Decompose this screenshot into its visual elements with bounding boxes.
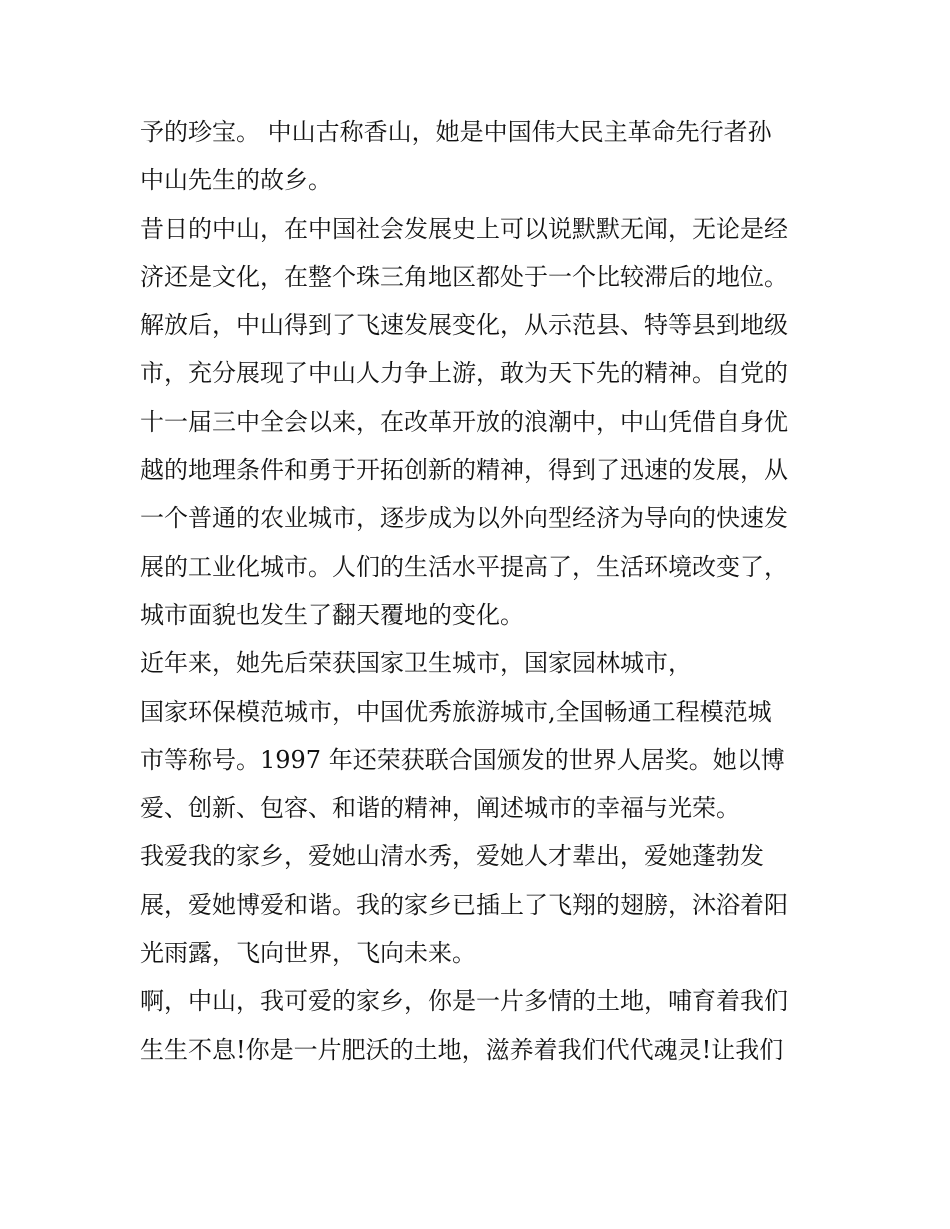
document-body	[140, 108, 820, 1074]
text-line: 爱、创新、包容、和谐的精神，阐述城市的幸福与光荣。	[140, 794, 740, 823]
text-line: 国家环保模范城市，中国优秀旅游城市,全国畅通工程模范城	[140, 697, 772, 726]
text-line: 展，爱她博爱和谐。我的家乡已插上了飞翔的翅膀，沐浴着阳	[140, 890, 788, 919]
text-line: 城市面貌也发生了翻天覆地的变化。	[140, 600, 524, 629]
text-line: 一个普通的农业城市，逐步成为以外向型经济为导向的快速发	[140, 504, 788, 533]
text-line: 十一届三中全会以来，在改革开放的浪潮中，中山凭借自身优	[140, 407, 788, 436]
text-line: 我爱我的家乡，爱她山清水秀，爱她人才辈出，爱她蓬勃发	[140, 842, 764, 871]
text-line: 生生不息!你是一片肥沃的土地，滋养着我们代代魂灵!让我们	[140, 1035, 784, 1064]
text-line: 市等称号。1997 年还荣获联合国颁发的世界人居奖。她以博	[140, 745, 785, 774]
text-line: 越的地理条件和勇于开拓创新的精神，得到了迅速的发展，从	[140, 456, 788, 485]
text-line: 啊，中山，我可爱的家乡，你是一片多情的土地，哺育着我们	[140, 987, 788, 1016]
text-line: 中山先生的故乡。	[140, 166, 332, 195]
text-line: 市，充分展现了中山人力争上游，敢为天下先的精神。自党的	[140, 359, 788, 388]
text-line: 展的工业化城市。人们的生活水平提高了，生活环境改变了，	[140, 552, 788, 581]
text-line: 光雨露，飞向世界，飞向未来。	[140, 939, 476, 968]
text-line: 予的珍宝。 中山古称香山，她是中国伟大民主革命先行者孙	[140, 118, 772, 146]
text-line: 济还是文化，在整个珠三角地区都处于一个比较滞后的地位。	[140, 262, 788, 291]
text-line: 解放后，中山得到了飞速发展变化，从示范县、特等县到地级	[140, 311, 788, 340]
text-line: 昔日的中山，在中国社会发展史上可以说默默无闻，无论是经	[140, 214, 788, 243]
text-line: 近年来，她先后荣获国家卫生城市，国家园林城市，	[140, 649, 692, 678]
